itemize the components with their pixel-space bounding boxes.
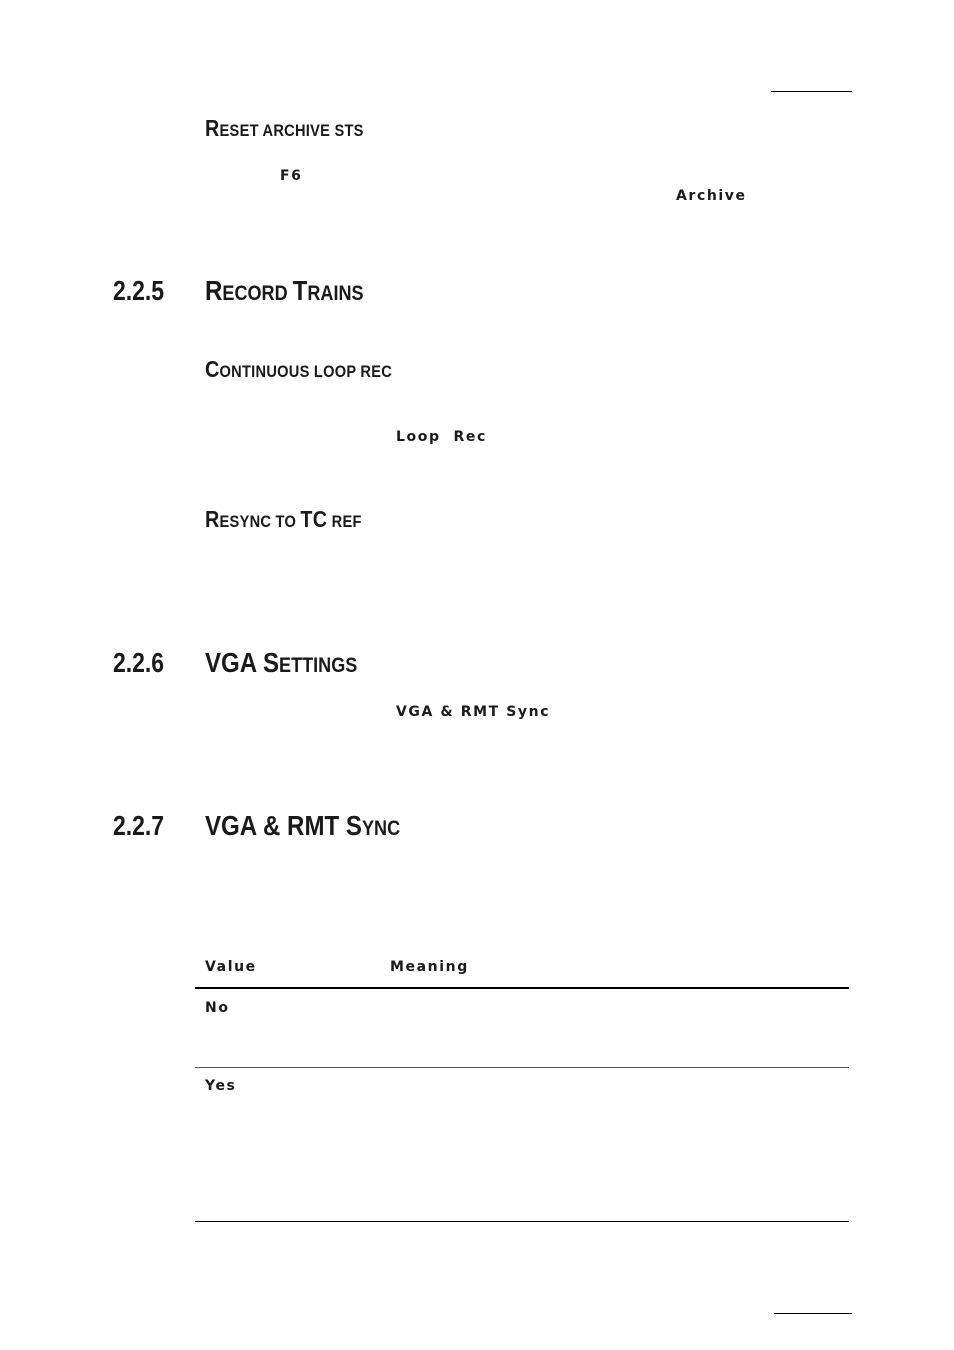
footer-rule (774, 1313, 852, 1314)
heading-resync-to-tc-ref: RESYNC TO TC REF (205, 506, 362, 532)
heading-reset-archive-sts: RESET ARCHIVE STS (205, 115, 364, 141)
keyword-loop-rec: Loop Rec (396, 429, 487, 445)
table-header-rule (195, 987, 849, 989)
table-cell-value: Yes (205, 1078, 237, 1094)
table-bottom-rule (195, 1221, 849, 1222)
heading-vga-rmt-sync: VGA & RMT SYNC (205, 810, 401, 841)
keyword-f6: F6 (280, 168, 303, 184)
keyword-archive: Archive (676, 188, 747, 204)
table-header-meaning: Meaning (390, 959, 469, 975)
section-number-226: 2.2.6 (113, 647, 165, 678)
heading-record-trains: RECORD TRAINS (205, 275, 364, 306)
table-cell-value: No (205, 1000, 230, 1016)
keyword-vga-rmt-sync: VGA & RMT Sync (396, 704, 551, 720)
table-header-value: Value (205, 959, 257, 975)
section-number-225: 2.2.5 (113, 275, 165, 306)
section-number-227: 2.2.7 (113, 810, 165, 841)
header-rule (771, 91, 852, 92)
table-row-divider (195, 1067, 849, 1068)
heading-vga-settings: VGA SETTINGS (205, 647, 358, 678)
heading-continuous-loop-rec: CONTINUOUS LOOP REC (205, 356, 393, 382)
